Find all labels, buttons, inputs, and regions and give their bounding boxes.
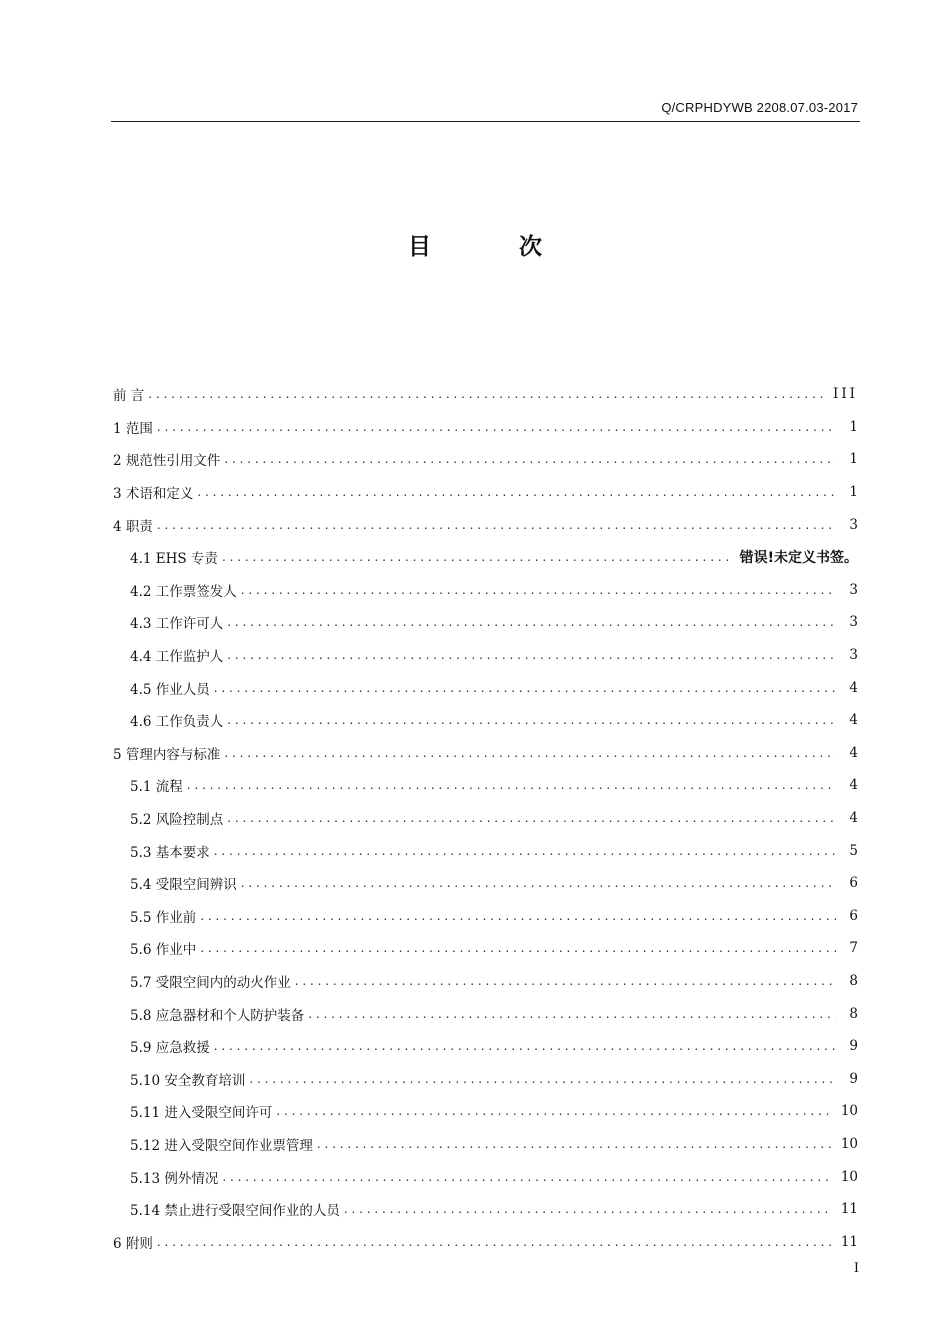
toc-entry-page: 8	[849, 972, 858, 989]
toc-entry-page: 6	[849, 907, 858, 924]
toc-entry[interactable]	[113, 508, 858, 541]
toc-entry-label: 5.4 受限空间辨识	[130, 877, 237, 894]
toc-dot-leader	[224, 746, 836, 760]
toc-entry-page: 1	[849, 484, 858, 501]
toc-entry[interactable]	[113, 443, 858, 476]
toc-entry[interactable]	[113, 1225, 858, 1258]
toc-entry-page: 错误!未定义书签。	[739, 550, 858, 567]
toc-entry-page: 4	[849, 712, 858, 729]
toc-entry-label: 5.7 受限空间内的动火作业	[130, 974, 291, 991]
toc-dot-leader	[214, 1039, 836, 1053]
toc-dot-leader	[308, 1007, 836, 1021]
toc-entry-page: 3	[849, 581, 858, 598]
toc-title: 目 次	[407, 234, 582, 260]
toc-dot-leader	[214, 681, 836, 695]
toc-entry[interactable]	[113, 834, 858, 867]
toc-dot-leader	[227, 648, 836, 662]
toc-entry-page: 3	[849, 516, 858, 533]
toc-entry-page: 4	[849, 810, 858, 827]
toc-dot-leader	[200, 909, 836, 923]
toc-entry-page: 6	[849, 875, 858, 892]
toc-entry[interactable]	[113, 411, 858, 444]
toc-entry-label: 6 附则	[113, 1235, 153, 1252]
toc-entry[interactable]	[113, 867, 858, 900]
toc-entry-label: 前 言	[113, 388, 145, 405]
toc-dot-leader	[200, 941, 836, 955]
toc-dot-leader	[197, 485, 836, 499]
toc-entry[interactable]	[113, 704, 858, 737]
toc-entry[interactable]	[113, 802, 858, 835]
toc-entry[interactable]	[113, 476, 858, 509]
toc-entry-label: 5.9 应急救援	[130, 1040, 210, 1057]
toc-entry-page: 10	[840, 1135, 858, 1152]
toc-entry-page: 9	[849, 1038, 858, 1055]
toc-entry[interactable]	[113, 769, 858, 802]
toc-dot-leader	[227, 615, 836, 629]
toc-entry-label: 3 术语和定义	[113, 486, 194, 503]
toc-entry-label: 4.2 工作票签发人	[130, 583, 237, 600]
toc-dot-leader	[157, 518, 836, 532]
toc-entry-label: 2 规范性引用文件	[113, 453, 221, 470]
toc-entry-label: 5.10 安全教育培训	[130, 1072, 246, 1089]
toc-entry-label: 5.5 作业前	[130, 909, 197, 926]
toc-dot-leader	[227, 713, 836, 727]
toc-entry-label: 4.1 EHS 专责	[130, 551, 218, 568]
toc-dot-leader	[276, 1104, 832, 1118]
toc-entry-label: 5.3 基本要求	[130, 844, 210, 861]
toc-entry[interactable]	[113, 965, 858, 998]
toc-dot-leader	[249, 1072, 836, 1086]
toc-entry-page: III	[833, 386, 858, 403]
table-of-contents	[113, 378, 858, 1258]
toc-entry[interactable]	[113, 1160, 858, 1193]
toc-dot-leader	[295, 974, 836, 988]
toc-entry[interactable]	[113, 737, 858, 770]
toc-entry-label: 5.1 流程	[130, 779, 183, 796]
toc-entry-label: 5.11 进入受限空间许可	[130, 1105, 273, 1122]
toc-entry-page: 8	[849, 1005, 858, 1022]
toc-dot-leader	[157, 420, 836, 434]
toc-entry-page: 4	[849, 777, 858, 794]
toc-entry-label: 4.4 工作监护人	[130, 649, 224, 666]
toc-entry-page: 4	[849, 744, 858, 761]
toc-entry[interactable]	[113, 1193, 858, 1226]
toc-entry[interactable]	[113, 639, 858, 672]
toc-entry[interactable]	[113, 378, 858, 411]
toc-entry-label: 4 职责	[113, 518, 153, 535]
toc-dot-leader	[344, 1202, 833, 1216]
toc-entry-page: 11	[840, 1201, 858, 1218]
toc-entry-label: 5.14 禁止进行受限空间作业的人员	[130, 1203, 340, 1220]
toc-entry-page: 5	[849, 842, 858, 859]
toc-entry-page: 7	[849, 940, 858, 957]
toc-entry-label: 5.8 应急器材和个人防护装备	[130, 1007, 305, 1024]
toc-entry-label: 5.12 进入受限空间作业票管理	[130, 1137, 313, 1154]
toc-entry-page: 1	[849, 418, 858, 435]
header-rule	[111, 121, 860, 122]
toc-entry-label: 5.13 例外情况	[130, 1170, 219, 1187]
toc-entry-page: 10	[840, 1103, 858, 1120]
toc-entry-page: 11	[840, 1233, 858, 1250]
toc-entry[interactable]	[113, 1062, 858, 1095]
toc-dot-leader	[148, 387, 825, 401]
toc-entry[interactable]	[113, 606, 858, 639]
toc-entry[interactable]	[113, 997, 858, 1030]
toc-entry[interactable]	[113, 1095, 858, 1128]
toc-entry-page: 1	[849, 451, 858, 468]
document-code: Q/CRPHDYWB 2208.07.03-2017	[661, 100, 858, 115]
toc-entry-page: 9	[849, 1070, 858, 1087]
toc-entry-page: 10	[840, 1168, 858, 1185]
toc-entry-page: 3	[849, 647, 858, 664]
toc-dot-leader	[224, 452, 836, 466]
toc-entry-label: 4.6 工作负责人	[130, 714, 224, 731]
toc-entry[interactable]	[113, 900, 858, 933]
toc-entry[interactable]	[113, 541, 858, 574]
toc-dot-leader	[227, 811, 836, 825]
toc-entry-label: 5.2 风险控制点	[130, 812, 224, 829]
toc-dot-leader	[317, 1137, 833, 1151]
toc-entry[interactable]	[113, 1030, 858, 1063]
toc-dot-leader	[214, 844, 836, 858]
page-number: I	[853, 1261, 859, 1276]
toc-dot-leader	[187, 778, 836, 792]
toc-dot-leader	[241, 583, 836, 597]
toc-dot-leader	[222, 1170, 832, 1184]
toc-entry-label: 1 范围	[113, 420, 153, 437]
toc-entry-label: 4.3 工作许可人	[130, 616, 224, 633]
toc-entry-label: 5.6 作业中	[130, 942, 197, 959]
toc-entry[interactable]	[113, 1128, 858, 1161]
toc-dot-leader	[222, 550, 728, 564]
toc-entry-page: 4	[849, 679, 858, 696]
toc-dot-leader	[157, 1235, 833, 1249]
toc-entry-label: 4.5 作业人员	[130, 681, 210, 698]
toc-entry-page: 3	[849, 614, 858, 631]
toc-entry[interactable]	[113, 574, 858, 607]
toc-dot-leader	[241, 876, 836, 890]
toc-entry[interactable]	[113, 671, 858, 704]
toc-entry-label: 5 管理内容与标准	[113, 746, 221, 763]
toc-entry[interactable]	[113, 932, 858, 965]
